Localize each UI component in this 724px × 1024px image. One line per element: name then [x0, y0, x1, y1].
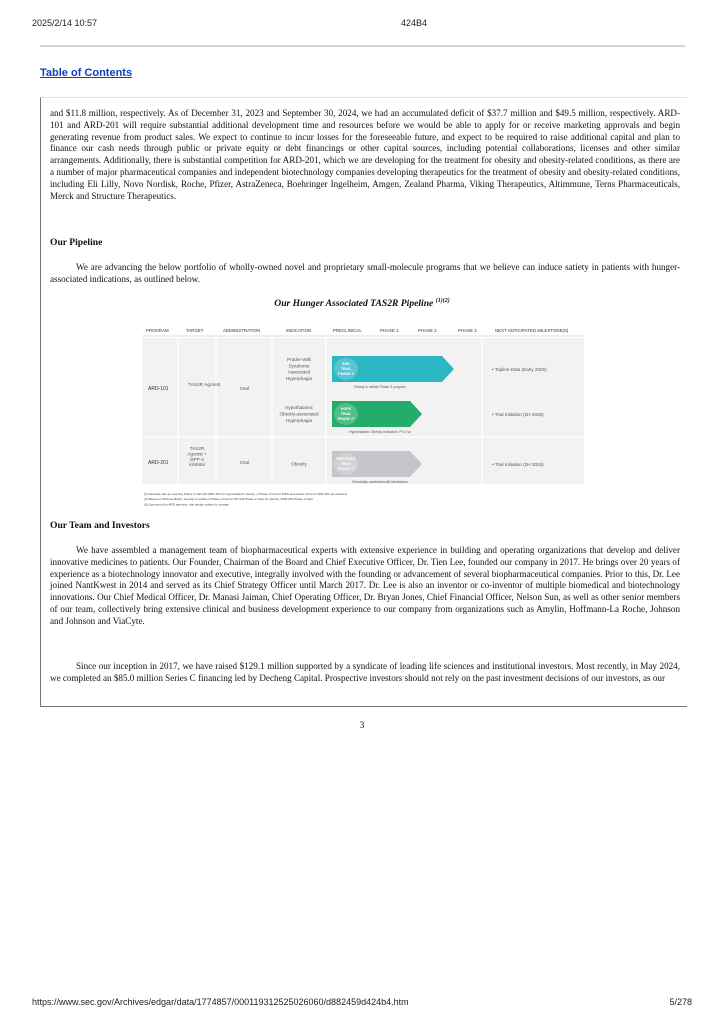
stage-badge-text: HOPE — [340, 407, 352, 411]
heading-team-investors: Our Team and Investors — [50, 520, 150, 531]
heading-our-pipeline: Our Pipeline — [50, 237, 103, 248]
table-of-contents-link[interactable]: Table of Contents — [40, 67, 133, 79]
page-number: 3 — [359, 721, 365, 731]
print-doc-id: 424B4 — [401, 18, 428, 28]
pipeline-footnote: (3) Sponsored by ARD partners; trial design subject to change. — [144, 502, 230, 507]
stage-caption: Hypothalamic Obesity indication, Ph 2 sz — [349, 430, 411, 434]
col-header-milestones: NEXT ANTICIPATED MILESTONE(S) — [495, 328, 569, 333]
col-header-preclinical: PRECLINICAL — [333, 328, 362, 333]
col-header-phase-3: PHASE 3 — [458, 328, 477, 333]
pipeline-title-text: Our Hunger Associated TAS2R Pipeline — [274, 298, 434, 310]
print-datetime: 2025/2/14 10:57 — [32, 18, 98, 28]
program-ard-201: ARD-201 — [148, 460, 169, 466]
indication-label: Syndrome — [288, 363, 310, 369]
stage-badge-text: TRIAL — [340, 367, 352, 371]
paragraph-financials: and $11.8 million, respectively. As of December 31, 2023 and September 30, 2024, we had an accumulated deficit of $37.7 million and $49.5 million, respectively. ARD-101 and ARD-201 will require substantial additional development time and resources before we would be able to apply for or receive marketing approvals and begin generating revenue from product sales. We expect to continue to incur losses for the foreseeable future, and expect to be required to raise additional capital and plan to finance our cash needs through public or private equity or debt financings or other capital sources, including potential collaborations, licenses and other similar arrangements. Additionally, there is substantial competition for ARD-201, which we are developing for the treatment for obesity and obesity-related conditions, as there are a number of major pharmaceutical companies and independent biotechnology companies developing therapeutics for the treatment of obesity and obesity-related conditions, including Eli Lilly, Novo Nordisk, Roche, Pfizer, AstraZeneca, Boehringer Ingelheim, Amgen, Zealand Pharma, Viking Therapeutics, Altimmune, Terns Pharmaceuticals, Merck and Structure Therapeutics. — [50, 108, 680, 201]
admin-ard-101: Oral — [240, 387, 250, 392]
stage-badge-text: PHASE 3 — [338, 372, 354, 376]
pipeline-footnotes — [144, 492, 348, 506]
footer-url: https://www.sec.gov/Archives/edgar/data/1774857/000119312525026060/d882459d424b4.htm — [32, 997, 409, 1007]
header-rule — [40, 45, 685, 47]
milestone-label: • Trial Initiation (2H 2025) — [492, 462, 544, 467]
stage-badge-text: TRIAL — [340, 462, 352, 466]
col-header-phase-2: PHASE 2 — [418, 328, 437, 333]
target-ard-201-line: DPP-4 — [190, 456, 204, 462]
paragraph-investors: Since our inception in 2017, we have raised $129.1 million supported by a syndicate of leading life sciences and institutional investors. Most recently, in May 2024, we completed an $85.0 million Series C financing led by Decheng Capital. Prospective investors should not rely on the past investment decisions of our investors, as our — [50, 661, 680, 683]
milestone-label: • Topline Data (Early 2026) — [492, 367, 547, 372]
milestone-label: • Trial Initiation (2H 2025) — [492, 412, 544, 417]
stage-badge-text: PHASE 2* — [337, 417, 355, 421]
stage-badge-text: TRIAL — [340, 412, 352, 416]
indication-label: Obesity — [291, 461, 307, 467]
target-ard-101: TAS2R Agonist — [188, 383, 221, 388]
col-header-administration: ADMINISTRATION — [223, 328, 261, 333]
pipeline-title-footnote: (1)(2) — [435, 298, 450, 304]
target-ard-201-line: Agonist + — [187, 451, 207, 457]
footer-page-count: 5/278 — [669, 997, 692, 1007]
indication-label: Prader-Willi — [287, 356, 311, 362]
indication-label: Hyperphagia — [285, 376, 313, 382]
stage-badge-text: ARD — [342, 362, 350, 366]
col-header-indication: INDICATION — [286, 328, 312, 333]
pipeline-footnote: (1) Aardvark has an ongoing Phase 2 trial with ARD-101 for hypothalamic obesity; a Phase 3 trial for PWS and phase 2 trial of ARD-201 are planned. — [144, 492, 348, 496]
pipeline-figure-title — [0, 298, 724, 309]
indication-label: Hyperphagia — [285, 417, 313, 423]
col-header-program: PROGRAM — [146, 328, 169, 333]
stage-badge-text: PHASE 2* — [337, 467, 355, 471]
paragraph-pipeline: We are advancing the below portfolio of wholly-owned novel and proprietary small-molecule programs that we believe can induce satiety in patients with hunger-associated indications, as outlined below. — [50, 262, 680, 284]
col-header-phase-1: PHASE 1 — [380, 328, 399, 333]
paragraph-team: We have assembled a management team of biopharmaceutical experts with extensive experience in building and operating organizations that develop and deliver innovative medicines to patients. Our Founder, Chairman of the Board and Chief Executive Officer, Dr. Tien Lee, founded our company in 2017. He brings over 20 years of experience as a biotechnology innovator and executive, integrally involved with the founding or advancement of several biopharmaceutical companies. Prior to this, Dr. Lee joined NantKwest in 2014 and served as its Chief Strategy Officer until March 2017. Dr. Lee is also an inventor or co-inventor of multiple biomedical and biotechnology innovations. Our Chief Medical Officer, Dr. Manasi Jaiman, Chief Operating Officer, Dr. Bryan Jones, Chief Financial Officer, Nelson Sun, as well as other senior members of our team, collectively bring extensive clinical and business development experience to our company from organizations such as Amylin, Hoffmann-La Roche, Johnson and Johnson and ViaCyte. — [50, 545, 680, 626]
stage-badge-text: EMPOWER — [336, 457, 356, 461]
col-header-target: TARGET — [186, 328, 204, 333]
target-ard-201-line: inhibitor — [188, 462, 206, 468]
stage-caption: Eventually combined with Medication — [352, 480, 408, 484]
pipeline-footnote: (2) Based on FDA feedback, we plan to initiate a Phase 2 trial for HO and Phase 2 trials for obesity; ARD-201 Phase 2 trials. — [144, 497, 314, 502]
target-ard-201-line: TAS2R — [189, 446, 205, 451]
indication-label: Associated — [287, 369, 311, 375]
pipeline-chart — [142, 324, 584, 514]
program-ard-101: ARD-101 — [148, 386, 169, 392]
indication-label: Obesity-associated — [279, 411, 319, 417]
stage-caption: Ready to initiate Phase 3 program — [354, 385, 406, 389]
admin-ard-201: Oral — [240, 461, 250, 466]
indication-label: Hypothalamic — [285, 405, 313, 411]
